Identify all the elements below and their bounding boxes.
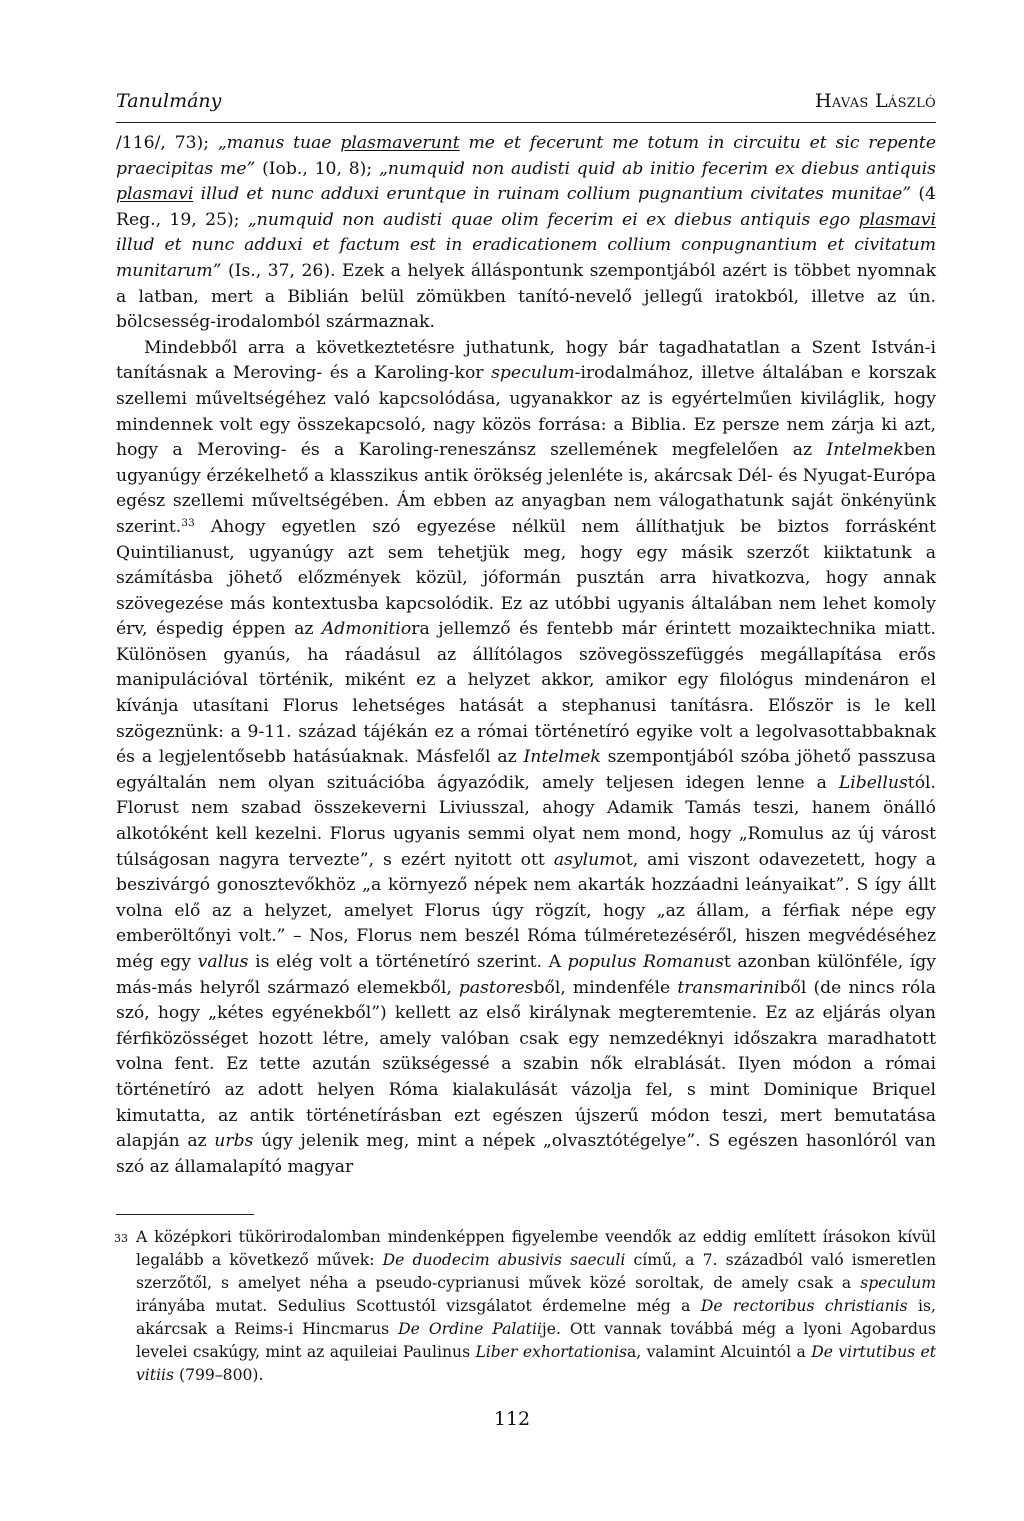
text-span: Ahogy egyetlen szó egyezése nélkül nem állíthatjuk be biztos forrásként Quintilianust, ugyanúgy azt sem tehetjük meg, hogy egy másik szerzőt kiiktatunk a számításba jöhető előzmények közül, jóformán pusztán arra hivatkozva, hogy annak szövegezése más kontextusba kapcsolódik. Ez az utóbbi ugyanis általában nem lehet komoly érv, éspedig éppen az	[116, 516, 936, 640]
text-span: ből (de nincs róla szó, hogy „kétes egyénekből”) kellett az első királynak megteremtenie. Ez az eljárás olyan férfiközösséget hozott létre, amely valóban csak egy nemzedéknyi időszakra maradhatott volna fent. Ez tette azután szükségessé a szabin nők elrablását. Ilyen módon a római történetíró az adott helyen Róma kialakulását vázolja fel, s mint Dominique Briquel kimutatta, az antik történetírásban ezt egészen újszerű módon teszi, mert bemutatása alapján az	[116, 977, 936, 1152]
paragraph	[116, 336, 936, 1181]
underlined-latin-term: plasmavi	[858, 209, 936, 230]
text-span: is elég volt a történetíró szerint. A	[248, 952, 568, 972]
italic-span: „numquid non audisti quae olim fecerim ei ex diebus antiquis ego	[247, 209, 859, 230]
italic-span: De duodecim abusivis saeculi	[382, 1251, 626, 1269]
italic-span: Intelmek	[523, 747, 601, 768]
footnote-separator	[116, 1214, 254, 1215]
text-span: (Iob., 10, 8);	[262, 158, 379, 179]
paragraph	[116, 131, 936, 336]
italic-span: „numquid non audisti quid ab initio fecerim ex diebus antiquis	[378, 158, 936, 179]
italic-span: speculum	[491, 363, 575, 384]
italic-span: De virtutibus et vitiis	[136, 1343, 936, 1384]
underlined-latin-term: plasmavi	[116, 184, 194, 205]
text-span: ben ugyanúgy érzékelhető a klasszikus antik örökség jelenléte is, akárcsak Dél- és Nyugat-Európa egész szellemi műveltségében. Ám ebben az anyagban nem válogathatunk saját önkényünk szerint.	[116, 440, 936, 537]
italic-span: Libellus	[838, 772, 908, 793]
italic-span: „manus tuae	[217, 133, 341, 153]
text-span: című, a 7. századból való ismeretlen szerzőtől, s amelyet néha a pseudo-cyprianusi művek közé soroltak, de amely csak a	[136, 1251, 936, 1292]
text-span: t azonban különféle, így más-más helyről származó elemekből,	[116, 952, 936, 998]
italic-span: urbs	[214, 1131, 254, 1152]
author-name: Havas László	[815, 90, 936, 112]
text-span: A középkori tükörirodalomban mindenképpen figyelembe veendők az eddig említett írásokon kívül legalább a következő művek:	[136, 1228, 936, 1269]
text-span: Mindebből arra a következtetésre juthatunk, hogy bár tagadhatatlan a Szent István-i tanításnak a Meroving- és a Karoling-kor	[116, 337, 936, 384]
italic-span: vallus	[197, 952, 249, 972]
text-span: szempontjából szóba jöhető passzusa egyáltalán nem olyan szituációba ágyazódik, amely teljesen idegen lenne a	[116, 747, 936, 793]
italic-span: Admonitio	[321, 619, 412, 640]
italic-span: illud et nunc adduxi eruntque in ruinam collium pugnantium civitates munitae”	[193, 184, 919, 205]
text-span: ra jellemző és fentebb már érintett mozaiktechnika miatt. Különösen gyanús, ha ráadásul az állítólagos szövegösszefüggés megállapítása erős manipulációval történik, miként ez a helyzet akkor, amikor egy filológus mindenáron el kívánja utasítani Florus lehetséges hatását a stephanusi tanításra. Először is le kell szögeznünk: a 9-11. század tájékán ez a római történetíró egyike volt a legolvasottabbaknak és a legjelentősebb hatásúaknak. Másfelől az	[116, 619, 936, 768]
main-text	[116, 131, 936, 1180]
footnote-number: 33	[114, 1232, 128, 1245]
italic-span: De Ordine Palatii	[398, 1320, 542, 1338]
footnote-text	[136, 1228, 936, 1384]
text-span: (4 Reg., 19, 25);	[116, 184, 936, 230]
text-span: ből, mindenféle	[533, 977, 678, 998]
italic-span: asylum	[553, 849, 616, 870]
italic-span: speculum	[860, 1274, 936, 1292]
italic-span: Liber exhortationis	[475, 1343, 627, 1361]
text-span: úgy jelenik meg, mint a népek „olvasztótégelye”. S egészen hasonlóról van szó az államalapító magyar	[116, 1131, 936, 1177]
text-span: je. Ott vannak továbbá még a lyoni Agobardus levelei csakúgy, mint az aquileiai Paulinus	[136, 1320, 936, 1361]
text-span: tól. Florust nem szabad összekeverni Liviusszal, ahogy Adamik Tamás teszi, hanem önálló alkotóként kell kezelni. Florus ugyanis semmi olyat nem mond, hogy „Romulus az új várost túlságosan nagyra tervezte”, s ezért nyitott ott	[116, 772, 936, 870]
text-span: a, valamint Alcuintól a	[626, 1343, 812, 1361]
footnote-reference: 33	[181, 516, 195, 530]
footnote	[114, 1226, 936, 1387]
italic-span: illud et nunc adduxi et factum est in eradicationem collium conpugnantium et civitatum munitarum”	[116, 235, 936, 281]
italic-span: pastores	[458, 977, 534, 998]
italic-span	[116, 184, 193, 204]
text-span: -irodalmához, illetve általában e korszak szellemi műveltségéhez való kapcsolódása, ugyanakkor az is egyértelműen kiviláglik, hogy mindennek volt egy összekapcsoló, nagy közös forrása: a Biblia. Ez persze nem zárja ki azt, hogy a Meroving- és a Karoling-reneszánsz szellemének megfelelően az	[116, 363, 936, 461]
italic-span: transmarini	[677, 977, 780, 998]
text-span: (Is., 37, 26). Ezek a helyek álláspontunk szempontjából azért is többet nyomnak a latban, mert a Biblián belül zömükben tanító-nevelő jellegű iratokból, illetve az ún. bölcsesség-irodalomból származnak.	[116, 260, 937, 333]
italic-span: Intelmek	[826, 440, 904, 461]
text-span: (799–800).	[174, 1366, 264, 1384]
text-span: is, akárcsak a Reims-i Hincmarus	[136, 1297, 936, 1338]
page-number: 112	[493, 1408, 531, 1430]
italic-span: populus Romanus	[567, 952, 724, 972]
italic-span: De rectoribus christianis	[700, 1297, 908, 1315]
text-span: /116/, 73);	[116, 133, 218, 153]
running-header	[116, 88, 936, 123]
italic-span	[859, 210, 936, 230]
text-span: irányába mutat. Sedulius Scottustól vizsgálatot érdemelne még a	[136, 1297, 701, 1315]
italic-span	[340, 133, 459, 153]
underlined-latin-term: plasmaverunt	[340, 133, 460, 153]
text-span: ot, ami viszont odavezetett, hogy a beszivárgó gonosztevőkhöz „a környező népek nem akarták hozzáadni leányaikat”. S így állt volna elő az a helyzet, amelyet Florus úgy rögzít, hogy „az állam, a férfiak népe egy emberöltőnyi volt.” – Nos, Florus nem beszél Róma túlméretezéséről, hiszen megvédéséhez még egy	[116, 849, 937, 972]
section-title: Tanulmány	[116, 90, 222, 112]
italic-span: me et fecerunt me totum in circuitu et sic repente praecipitas me”	[116, 133, 936, 179]
